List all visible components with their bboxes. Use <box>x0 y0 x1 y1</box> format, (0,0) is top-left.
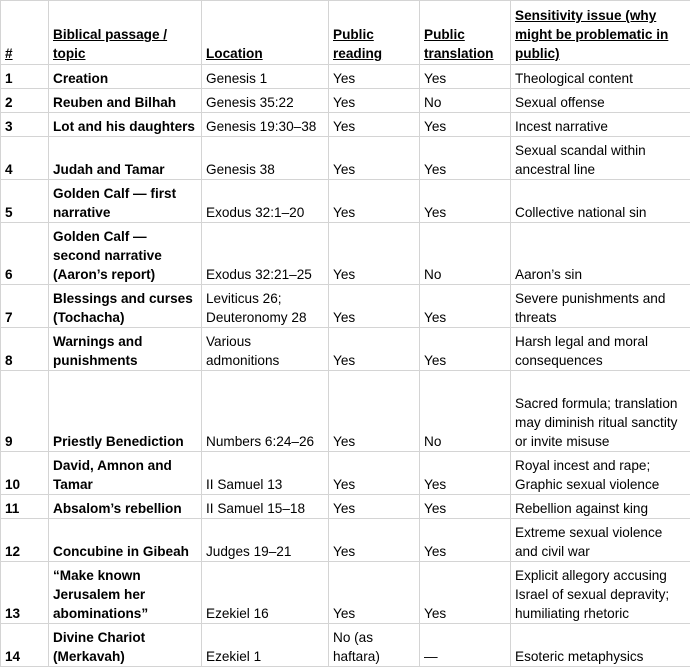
row-location: Genesis 35:22 <box>202 89 329 113</box>
row-num: 10 <box>1 452 49 495</box>
header-public-reading: Public reading <box>329 1 420 65</box>
row-location: Exodus 32:1–20 <box>202 180 329 223</box>
row-public-translation: Yes <box>420 562 511 624</box>
row-sensitivity: Sexual offense <box>511 89 690 113</box>
row-sensitivity: Aaron’s sin <box>511 223 690 285</box>
row-num: 3 <box>1 113 49 137</box>
table-row <box>1 495 690 519</box>
row-public-translation: Yes <box>420 452 511 495</box>
row-public-reading: No (as haftara) <box>329 624 420 667</box>
row-public-reading: Yes <box>329 562 420 624</box>
row-sensitivity: Rebellion against king <box>511 495 690 519</box>
row-public-reading: Yes <box>329 180 420 223</box>
table-row <box>1 452 690 495</box>
table-row <box>1 223 690 285</box>
row-location: Numbers 6:24–26 <box>202 371 329 452</box>
row-num: 9 <box>1 371 49 452</box>
row-public-translation: Yes <box>420 137 511 180</box>
row-sensitivity: Esoteric metaphysics <box>511 624 690 667</box>
row-sensitivity: Explicit allegory accusing Israel of sexual depravity; humiliating rhetoric <box>511 562 690 624</box>
row-public-translation: Yes <box>420 519 511 562</box>
row-location: Various admonitions <box>202 328 329 371</box>
row-location: Genesis 19:30–38 <box>202 113 329 137</box>
table-row <box>1 137 690 180</box>
row-location: Ezekiel 1 <box>202 624 329 667</box>
row-public-reading: Yes <box>329 519 420 562</box>
row-num: 7 <box>1 285 49 328</box>
row-public-translation: No <box>420 89 511 113</box>
row-public-reading: Yes <box>329 89 420 113</box>
table-row <box>1 562 690 624</box>
row-topic: Lot and his daughters <box>49 113 202 137</box>
row-public-reading: Yes <box>329 223 420 285</box>
row-public-reading: Yes <box>329 371 420 452</box>
row-topic: Golden Calf — first narrative <box>49 180 202 223</box>
row-public-reading: Yes <box>329 328 420 371</box>
row-topic: Blessings and curses (Tochacha) <box>49 285 202 328</box>
row-sensitivity: Extreme sexual violence and civil war <box>511 519 690 562</box>
row-location: Leviticus 26; Deuteronomy 28 <box>202 285 329 328</box>
row-location: Ezekiel 16 <box>202 562 329 624</box>
row-num: 8 <box>1 328 49 371</box>
row-sensitivity: Sacred formula; translation may diminish ritual sanctity or invite misuse <box>511 371 690 452</box>
header-num: # <box>1 1 49 65</box>
header-sensitivity: Sensitivity issue (why might be problematic in public) <box>511 1 690 65</box>
row-num: 5 <box>1 180 49 223</box>
table-row <box>1 371 690 452</box>
row-topic: Absalom’s rebellion <box>49 495 202 519</box>
row-public-translation: Yes <box>420 113 511 137</box>
table-row <box>1 624 690 667</box>
row-num: 6 <box>1 223 49 285</box>
row-sensitivity: Collective national sin <box>511 180 690 223</box>
row-public-translation: Yes <box>420 180 511 223</box>
row-sensitivity: Incest narrative <box>511 113 690 137</box>
row-sensitivity: Sexual scandal within ancestral line <box>511 137 690 180</box>
row-num: 14 <box>1 624 49 667</box>
row-location: Judges 19–21 <box>202 519 329 562</box>
row-num: 12 <box>1 519 49 562</box>
row-num: 1 <box>1 65 49 89</box>
table-row <box>1 113 690 137</box>
row-location: Genesis 1 <box>202 65 329 89</box>
row-public-translation: Yes <box>420 285 511 328</box>
row-public-reading: Yes <box>329 495 420 519</box>
row-location: II Samuel 13 <box>202 452 329 495</box>
row-num: 11 <box>1 495 49 519</box>
row-topic: Creation <box>49 65 202 89</box>
row-num: 4 <box>1 137 49 180</box>
row-topic: Concubine in Gibeah <box>49 519 202 562</box>
row-public-reading: Yes <box>329 452 420 495</box>
row-sensitivity: Theological content <box>511 65 690 89</box>
row-location: II Samuel 15–18 <box>202 495 329 519</box>
table-row <box>1 285 690 328</box>
row-public-translation: — <box>420 624 511 667</box>
row-sensitivity: Harsh legal and moral consequences <box>511 328 690 371</box>
row-topic: Judah and Tamar <box>49 137 202 180</box>
table-row <box>1 519 690 562</box>
row-topic: David, Amnon and Tamar <box>49 452 202 495</box>
table-row <box>1 180 690 223</box>
table-row <box>1 328 690 371</box>
row-topic: Divine Chariot (Merkavah) <box>49 624 202 667</box>
row-public-translation: Yes <box>420 65 511 89</box>
table-row <box>1 89 690 113</box>
row-public-reading: Yes <box>329 65 420 89</box>
row-public-reading: Yes <box>329 113 420 137</box>
header-public-translation: Public translation <box>420 1 511 65</box>
row-public-translation: Yes <box>420 328 511 371</box>
row-public-translation: Yes <box>420 495 511 519</box>
row-sensitivity: Royal incest and rape; Graphic sexual violence <box>511 452 690 495</box>
row-location: Genesis 38 <box>202 137 329 180</box>
row-public-reading: Yes <box>329 137 420 180</box>
row-public-translation: No <box>420 371 511 452</box>
header-topic: Biblical passage / topic <box>49 1 202 65</box>
row-public-reading: Yes <box>329 285 420 328</box>
row-topic: Warnings and punishments <box>49 328 202 371</box>
header-row <box>1 1 690 65</box>
row-topic: Priestly Benediction <box>49 371 202 452</box>
row-sensitivity: Severe punishments and threats <box>511 285 690 328</box>
table-row <box>1 65 690 89</box>
row-public-translation: No <box>420 223 511 285</box>
header-location: Location <box>202 1 329 65</box>
row-num: 13 <box>1 562 49 624</box>
row-topic: “Make known Jerusalem her abominations” <box>49 562 202 624</box>
row-topic: Reuben and Bilhah <box>49 89 202 113</box>
row-num: 2 <box>1 89 49 113</box>
row-location: Exodus 32:21–25 <box>202 223 329 285</box>
row-topic: Golden Calf — second narrative (Aaron’s report) <box>49 223 202 285</box>
